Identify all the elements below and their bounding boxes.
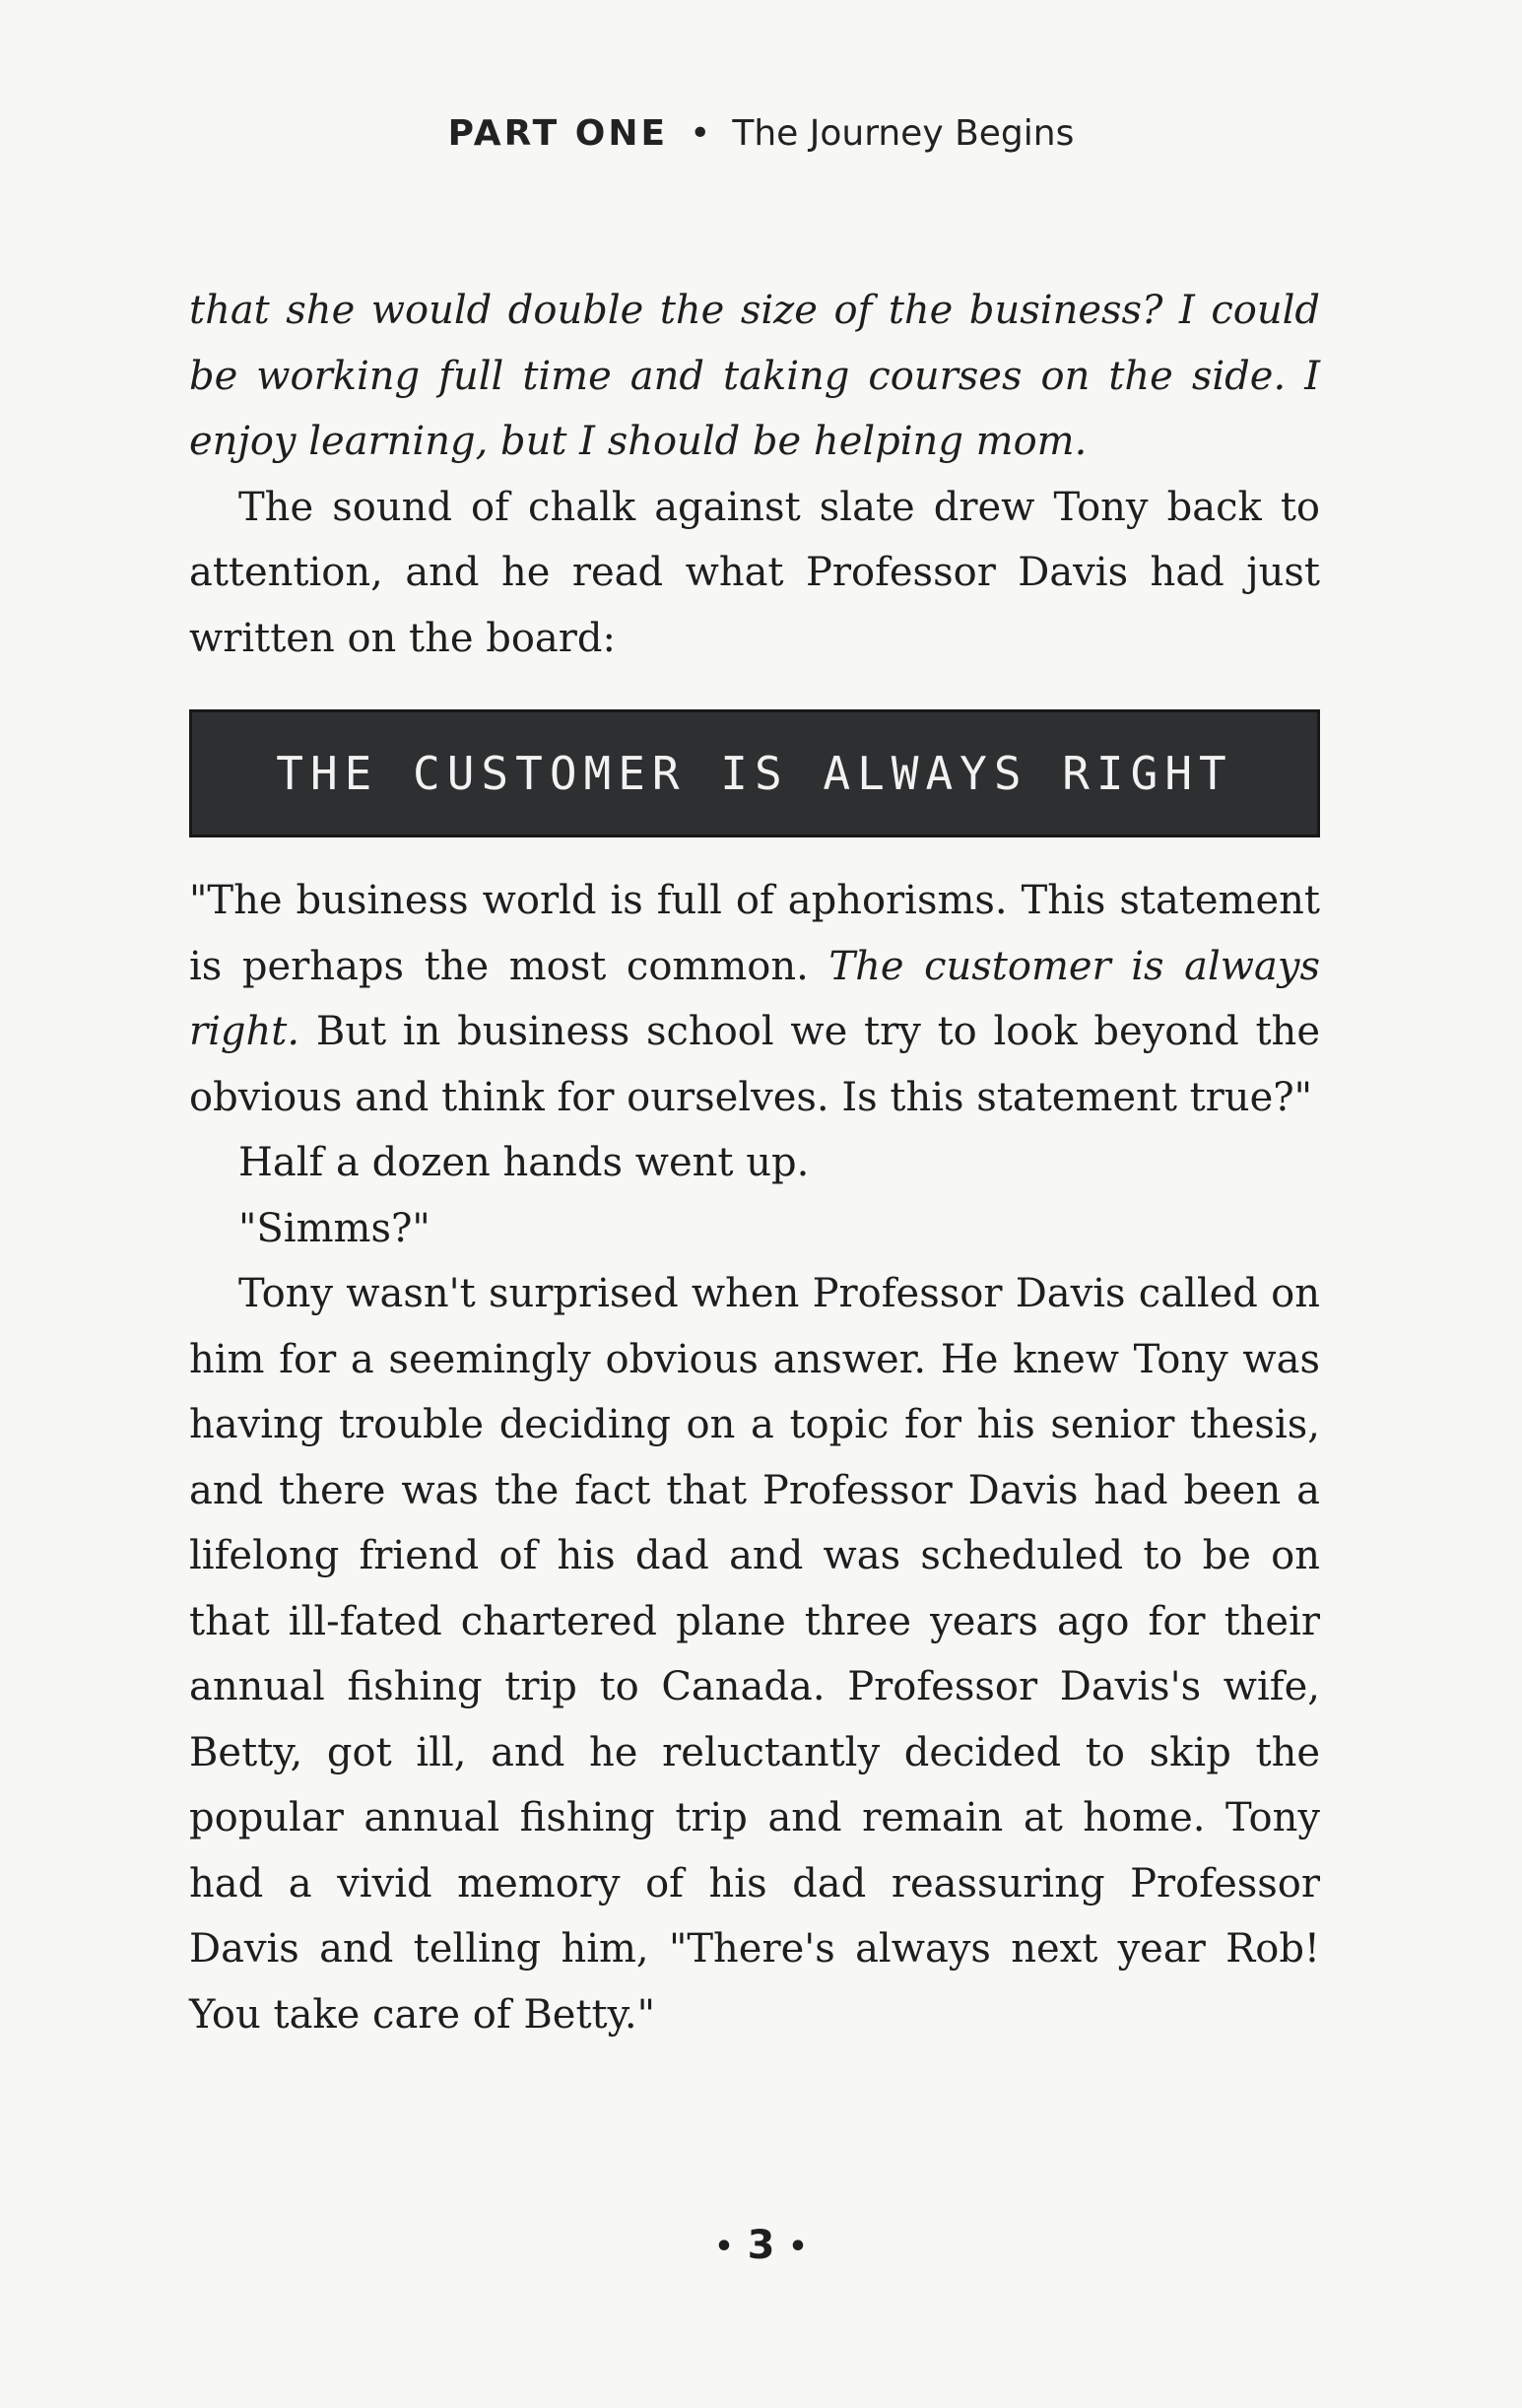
quote-text-after: But in business school we try to look beyond the obvious and think for ourselves. Is this statement true?"	[189, 1009, 1320, 1120]
folio-dot-left: •	[714, 2230, 734, 2264]
italic-thought-paragraph: that she would double the size of the business? I could be working full time and taking courses on the side. I enjoy learning, but I should be helping mom.	[189, 288, 1320, 464]
quote-paragraph	[189, 868, 1320, 1130]
running-head-bullet: •	[690, 113, 711, 154]
running-head	[0, 110, 1522, 158]
paragraph-chalk-sound: The sound of chalk against slate drew Tony back to attention, and he read what Professor Davis had just written on the board:	[189, 484, 1320, 661]
chalkboard-banner	[189, 709, 1320, 837]
paragraph-simms: "Simms?"	[238, 1205, 430, 1251]
quote-text-before: "The business world is full of aphorisms. This statement is perhaps the most common.	[189, 878, 1320, 989]
page-number: 3	[747, 2223, 775, 2268]
folio-dot-right: •	[788, 2230, 808, 2264]
text-block-bottom	[189, 868, 1320, 2047]
paragraph-tony-memory: Tony wasn't surprised when Professor Davis called on him for a seemingly obvious answer. He knew Tony was having trouble deciding on a topic for his senior thesis, and there was the fact that Professor Davis had been a lifelong friend of his dad and was scheduled to be on that ill-fated chartered plane three years ago for their annual fishing trip to Canada. Professor Davis's wife, Betty, got ill, and he reluctantly decided to skip the popular annual fishing trip and remain at home. Tony had a vivid memory of his dad reassuring Professor Davis and telling him, "There's always next year Rob! You take care of Betty."	[189, 1271, 1320, 2038]
text-block-top	[189, 278, 1320, 671]
page-folio	[0, 2222, 1522, 2271]
chalkboard-text: THE CUSTOMER IS ALWAYS RIGHT	[276, 747, 1233, 800]
quote-emphasis: The customer is always right.	[189, 943, 1321, 1054]
running-head-title: The Journey Begins	[732, 113, 1075, 154]
running-head-part: PART ONE	[447, 113, 669, 154]
paragraph-hands: Half a dozen hands went up.	[238, 1140, 810, 1185]
